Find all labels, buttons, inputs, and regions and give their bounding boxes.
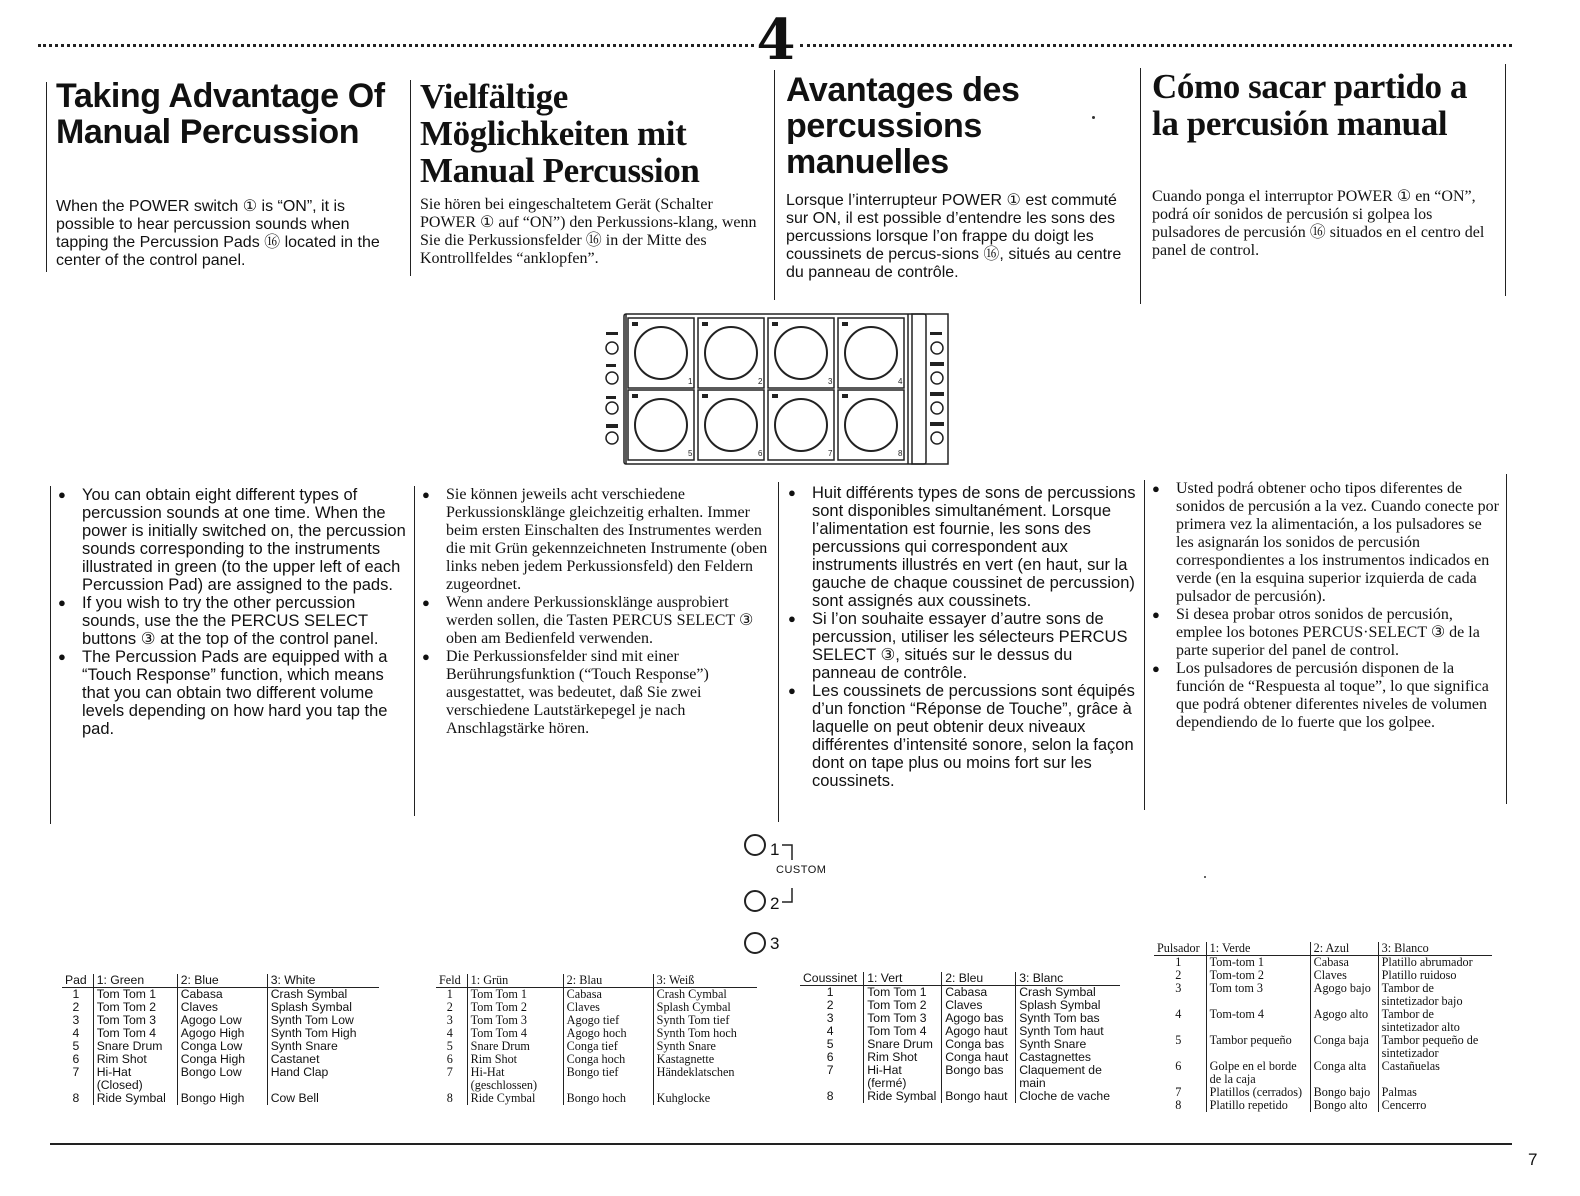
table-header: 3: White [267, 974, 379, 988]
table-cell: Platillos (cerrados) [1206, 1086, 1310, 1099]
german-intro: Sie hören bei eingeschaltetem Gerät (Schalter POWER ① auf “ON”) den Perkussions-klang, wenn Sie die Perkussionsfelder ⑯ in der Mitte des Kontrollfeldes “anklopfen”. [420, 196, 757, 267]
table-cell-number: 8 [446, 1091, 453, 1105]
spanish-bullet-list [1150, 480, 1500, 732]
table-cell: Tom-tom 1 [1206, 956, 1310, 970]
table-cell: Tom Tom 2 [864, 999, 942, 1012]
table-cell: Palmas [1378, 1086, 1492, 1099]
french-title-line-3: manuelles [786, 143, 949, 182]
table-row [1154, 982, 1492, 1008]
bracket-top [782, 844, 794, 860]
table-cell-number: 4 [72, 1026, 80, 1040]
table-row [800, 1090, 1120, 1103]
table-cell: Hi-Hat (Closed) [93, 1066, 177, 1092]
german-percussion-table [436, 974, 757, 1105]
table-cell-number: 5 [72, 1039, 80, 1053]
french-bullet-list [786, 484, 1136, 790]
column-divider [410, 80, 411, 276]
table-cell-number: 7 [1175, 1085, 1182, 1099]
german-section [420, 77, 762, 267]
table-header: 3: Blanco [1378, 942, 1492, 956]
spanish-title [1152, 68, 1494, 142]
table-cell: Golpe en el borde de la caja [1206, 1060, 1310, 1086]
table-cell: Tom Tom 2 [93, 1001, 177, 1014]
table-cell: Tom Tom 3 [93, 1014, 177, 1027]
column-divider [50, 486, 51, 824]
svg-text:1: 1 [688, 377, 693, 386]
svg-text:3: 3 [828, 377, 833, 386]
table-cell: Rim Shot [93, 1053, 177, 1066]
list-item: ● Los pulsadores de percusión disponen de la función de “Respuesta al toque”, lo que significa que podrá obtener diferentes niveles de volumen dependiendo de lo fuerte que los golpee. [1150, 660, 1500, 732]
table-cell: Synth Tom High [267, 1027, 379, 1040]
french-percussion-table [800, 972, 1120, 1103]
english-intro: When the POWER switch ① is “ON”, it is possible to hear percussion sounds when tapping the Percussion Pads ⑯ located in the center of the control panel. [56, 198, 380, 269]
list-item: ● Usted podrá obtener ocho tipos diferentes de sonidos de percusión a la vez. Cuando conecte por primera vez la alimentación, a los pulsadores se les asignarán los sonidos de percusión correspondientes a los instrumentos indicados en verde (en la esquina superior izquierda de cada pulsador de percusión). [1150, 480, 1500, 606]
table-cell-number: 1 [72, 987, 80, 1001]
table-cell-number: 5 [446, 1039, 453, 1053]
print-speck [1092, 116, 1095, 119]
table-cell: Synth Tom tief [653, 1014, 757, 1027]
table-header: 1: Grün [467, 974, 563, 988]
table-cell-number: 2 [72, 1000, 80, 1014]
table-header: 1: Vert [864, 972, 942, 986]
table-cell: Hi-Hat (fermé) [864, 1064, 942, 1090]
table-cell: Conga alta [1310, 1060, 1378, 1086]
table-cell: Bongo hoch [563, 1092, 653, 1105]
table-cell: Cabasa [177, 988, 267, 1002]
column-divider [1140, 68, 1141, 304]
table-cell: Claves [1310, 969, 1378, 982]
table-cell: Synth Snare [1016, 1038, 1120, 1051]
table-cell: Platillo abrumador [1378, 956, 1492, 970]
column-divider [774, 70, 775, 300]
table-cell: Crash Cymbal [653, 988, 757, 1002]
table-header: 2: Blau [563, 974, 653, 988]
table-cell: Splash Symbal [267, 1001, 379, 1014]
print-speck [1204, 876, 1206, 878]
table-cell: Hi-Hat (geschlossen) [467, 1066, 563, 1092]
table-cell-number: 6 [446, 1052, 453, 1066]
german-title-line-1: Vielfältige [420, 77, 568, 116]
column-divider [1505, 64, 1506, 296]
table-cell-number: 4 [826, 1024, 834, 1038]
table-cell: Claves [942, 999, 1016, 1012]
german-title-line-2: Möglichkeiten mit [420, 114, 687, 154]
german-title-line-3: Manual Percussion [420, 151, 700, 191]
table-cell: Agogo bas [942, 1012, 1016, 1025]
french-title-line-1: Avantages des [786, 71, 1020, 109]
table-cell-number: 8 [1175, 1098, 1182, 1112]
table-cell: Tambor de sintetizador alto [1378, 1008, 1492, 1034]
bottom-rule [50, 1143, 1512, 1145]
table-cell: Claves [177, 1001, 267, 1014]
table-cell: Tom Tom 4 [467, 1027, 563, 1040]
custom-button-2 [744, 890, 766, 912]
table-cell: Ride Symbal [864, 1090, 942, 1103]
table-header: 1: Verde [1206, 942, 1310, 956]
table-cell: Tambor de sintetizador bajo [1378, 982, 1492, 1008]
table-cell: Synth Snare [653, 1040, 757, 1053]
svg-text:6: 6 [758, 449, 763, 458]
table-cell: Cencerro [1378, 1099, 1492, 1112]
spanish-title-line-2: la percusión manual [1152, 104, 1448, 144]
table-cell-number: 6 [72, 1052, 80, 1066]
table-cell: Conga baja [1310, 1034, 1378, 1060]
table-row [1154, 956, 1492, 970]
custom-button-3-number: 3 [770, 934, 780, 953]
table-cell: Cabasa [942, 986, 1016, 1000]
table-header: 1: Green [93, 974, 177, 988]
list-item: ● Huit différents types de sons de percussions sont disponibles simultanément. Lorsque l’alimentation est fournie, les sons des percussions qui correspondent aux instruments illustrés en vert (en haut, sur la gauche de chaque coussinet de percussion) sont assignés aux coussinets. [786, 484, 1136, 610]
english-title [56, 78, 398, 150]
table-cell: Ride Cymbal [467, 1092, 563, 1105]
french-section [786, 71, 1128, 281]
table-cell: Claquement de main [1016, 1064, 1120, 1090]
table-cell: Conga tief [563, 1040, 653, 1053]
table-cell: Snare Drum [93, 1040, 177, 1053]
custom-button-2-number: 2 [770, 894, 780, 913]
table-cell: Agogo tief [563, 1014, 653, 1027]
table-cell: Agogo hoch [563, 1027, 653, 1040]
table-row [1154, 1034, 1492, 1060]
table-cell: Synth Tom hoch [653, 1027, 757, 1040]
page-number: 7 [1528, 1150, 1538, 1169]
table-cell: Tom Tom 3 [864, 1012, 942, 1025]
table-cell: Rim Shot [467, 1053, 563, 1066]
top-dotted-rule-left [38, 44, 754, 47]
table-row [62, 1092, 379, 1105]
table-header: Pad [62, 974, 93, 988]
table-cell: Bongo bajo [1310, 1086, 1378, 1099]
table-cell: Bongo Low [177, 1066, 267, 1092]
french-title [786, 72, 1128, 180]
table-cell-number: 3 [1175, 981, 1182, 995]
table-cell: Castagnettes [1016, 1051, 1120, 1064]
column-divider [778, 482, 779, 822]
table-cell: Splash Cymbal [653, 1001, 757, 1014]
table-cell: Synth Tom Low [267, 1014, 379, 1027]
english-bullet-list [56, 486, 406, 738]
column-divider [414, 486, 415, 816]
table-cell: Castanet [267, 1053, 379, 1066]
custom-button-1-number: 1 [770, 840, 780, 859]
table-row [1154, 1060, 1492, 1086]
list-item: ● If you wish to try the other percussion sounds, use the the PERCUS SELECT buttons ③ at the top of the control panel. [56, 594, 406, 648]
table-cell: Tom Tom 1 [864, 986, 942, 1000]
table-row [800, 1064, 1120, 1090]
column-divider [1506, 474, 1507, 804]
table-cell: Hand Clap [267, 1066, 379, 1092]
percussion-pad-panel-illustration [600, 312, 952, 468]
table-cell-number: 7 [72, 1065, 80, 1079]
svg-text:4: 4 [898, 377, 903, 386]
table-cell: Kuhglocke [653, 1092, 757, 1105]
table-cell: Conga haut [942, 1051, 1016, 1064]
list-item: ● Die Perkussionsfelder sind mit einer Berührungsfunktion (“Touch Response”) ausgestattet, was bedeutet, daß Sie zwei verschiedene Lautstärkepegel je nach Anschlagstärke hören. [420, 648, 770, 738]
list-item: ● Sie können jeweils acht verschiedene Perkussionsklänge gleichzeitig erhalten. Immer beim ersten Einschalten des Instrumentes werden die mit Grün gekennzeichneten Instrumente (oben links neben jedem Perkussionsfeld) den Feldern zugeordnet. [420, 486, 770, 594]
spanish-intro: Cuando ponga el interruptor POWER ① en “ON”, podrá oír sonidos de percusión si golpea los pulsadores de percusión ⑯ situados en el centro del panel de control. [1152, 188, 1485, 259]
table-cell: Agogo alto [1310, 1008, 1378, 1034]
spanish-section [1152, 67, 1494, 259]
table-cell-number: 1 [446, 987, 453, 1001]
table-header: Feld [436, 974, 467, 988]
table-cell-number: 2 [446, 1000, 453, 1014]
table-cell: Tom Tom 4 [93, 1027, 177, 1040]
english-percussion-table [62, 974, 379, 1105]
table-header: Pulsador [1154, 942, 1206, 956]
english-section [56, 77, 398, 269]
table-header: 3: Weiß [653, 974, 757, 988]
french-intro: Lorsque l’interrupteur POWER ① est commuté sur ON, il est possible d’entendre les sons des percussions lorsque l’on frappe du doigt les coussinets de percus-sions ⑯, situés au centre du panneau de contrôle. [786, 192, 1122, 281]
table-cell: Cabasa [1310, 956, 1378, 970]
table-cell: Snare Drum [467, 1040, 563, 1053]
table-cell: Bongo bas [942, 1064, 1016, 1090]
table-cell-number: 2 [826, 998, 834, 1012]
column-divider [1144, 480, 1145, 810]
table-row [436, 988, 757, 1002]
table-cell-number: 4 [446, 1026, 453, 1040]
table-cell: Conga High [177, 1053, 267, 1066]
german-title [420, 78, 762, 189]
table-cell-number: 5 [826, 1037, 834, 1051]
table-cell: Tambor pequeño [1206, 1034, 1310, 1060]
svg-text:2: 2 [758, 377, 763, 386]
spanish-title-line-1: Cómo sacar partido a [1152, 67, 1468, 106]
custom-button-3 [744, 932, 766, 954]
table-row [800, 986, 1120, 1000]
table-row [436, 1092, 757, 1105]
english-title-line-2: Manual Percussion [56, 113, 360, 152]
svg-text:5: 5 [688, 449, 693, 458]
table-cell-number: 6 [1175, 1059, 1182, 1073]
table-row [62, 1066, 379, 1092]
table-header: 3: Blanc [1016, 972, 1120, 986]
custom-buttons-illustration [744, 834, 844, 964]
table-cell: Claves [563, 1001, 653, 1014]
svg-text:7: 7 [828, 449, 833, 458]
list-item: ● Les coussinets de percussions sont équipés d’un fonction “Réponse de Touche”, grâce à laquelle on peut obtenir deux niveaux différentes d’intensité sonore, selon la façon dont on tape plus ou moins fort sur les coussinets. [786, 682, 1136, 790]
table-cell: Bongo High [177, 1092, 267, 1105]
table-cell-number: 1 [1175, 955, 1182, 969]
column-divider [46, 82, 47, 272]
table-cell: Tom Tom 1 [93, 988, 177, 1002]
table-row [1154, 1099, 1492, 1112]
table-cell: Bongo haut [942, 1090, 1016, 1103]
table-cell: Tom Tom 1 [467, 988, 563, 1002]
table-cell: Synth Tom bas [1016, 1012, 1120, 1025]
list-item: ● Wenn andere Perkussionsklänge ausprobiert werden sollen, die Tasten PERCUS SELECT ③ oben am Bedienfeld verwenden. [420, 594, 770, 648]
table-header: Coussinet [800, 972, 864, 986]
list-item: ● The Percussion Pads are equipped with a “Touch Response” function, which means that you can obtain two different volume levels depending on how hard you tap the pad. [56, 648, 406, 738]
table-cell-number: 7 [826, 1063, 834, 1077]
table-cell: Cloche de vache [1016, 1090, 1120, 1103]
table-cell-number: 8 [826, 1089, 834, 1103]
english-title-line-1: Taking Advantage Of [56, 77, 385, 115]
table-cell: Synth Snare [267, 1040, 379, 1053]
table-cell-number: 3 [446, 1013, 453, 1027]
table-cell: Händeklatschen [653, 1066, 757, 1092]
table-cell: Bongo alto [1310, 1099, 1378, 1112]
german-bullet-list [420, 486, 770, 738]
table-cell: Agogo bajo [1310, 982, 1378, 1008]
table-cell: Conga bas [942, 1038, 1016, 1051]
table-header: 2: Azul [1310, 942, 1378, 956]
table-header: 2: Bleu [942, 972, 1016, 986]
custom-label: CUSTOM [776, 864, 827, 876]
svg-text:8: 8 [898, 449, 903, 458]
custom-button-1 [744, 834, 766, 856]
table-cell: Tom Tom 2 [467, 1001, 563, 1014]
table-cell: Kastagnette [653, 1053, 757, 1066]
table-cell: Conga hoch [563, 1053, 653, 1066]
table-row [62, 988, 379, 1002]
table-cell-number: 3 [72, 1013, 80, 1027]
table-cell: Synth Tom haut [1016, 1025, 1120, 1038]
table-cell-number: 4 [1175, 1007, 1182, 1021]
table-cell: Tom-tom 2 [1206, 969, 1310, 982]
list-item: ● You can obtain eight different types of percussion sounds at one time. When the power is initially switched on, the percussion sounds corresponding to the instruments illustrated in green (to the upper left of each Percussion Pad) are assigned to the pads. [56, 486, 406, 594]
table-cell: Crash Symbal [267, 988, 379, 1002]
table-cell-number: 3 [826, 1011, 834, 1025]
table-header: 2: Blue [177, 974, 267, 988]
table-cell-number: 6 [826, 1050, 834, 1064]
table-cell: Rim Shot [864, 1051, 942, 1064]
table-cell: Crash Symbal [1016, 986, 1120, 1000]
table-cell: Splash Symbal [1016, 999, 1120, 1012]
table-cell: Tambor pequeño de sintetizador [1378, 1034, 1492, 1060]
table-cell: Bongo tief [563, 1066, 653, 1092]
table-cell: Conga Low [177, 1040, 267, 1053]
table-cell: Agogo haut [942, 1025, 1016, 1038]
table-row [436, 1066, 757, 1092]
table-cell: Castañuelas [1378, 1060, 1492, 1086]
table-cell: Tom Tom 3 [467, 1014, 563, 1027]
french-title-line-2: percussions [786, 107, 982, 146]
table-cell: Snare Drum [864, 1038, 942, 1051]
table-cell-number: 1 [826, 985, 834, 999]
table-cell-number: 8 [72, 1091, 80, 1105]
table-cell: Cow Bell [267, 1092, 379, 1105]
table-cell: Ride Symbal [93, 1092, 177, 1105]
table-cell: Agogo Low [177, 1014, 267, 1027]
top-dotted-rule-right [800, 44, 1512, 47]
table-cell: Tom tom 3 [1206, 982, 1310, 1008]
table-cell: Tom Tom 4 [864, 1025, 942, 1038]
table-cell: Agogo High [177, 1027, 267, 1040]
table-row [1154, 1008, 1492, 1034]
chapter-number: 4 [756, 7, 796, 73]
table-cell: Cabasa [563, 988, 653, 1002]
list-item: ● Si l’on souhaite essayer d’autre sons de percussion, utiliser les sélecteurs PERCUS SELECT ③, situés sur le dessus du panneau de contrôle. [786, 610, 1136, 682]
table-cell: Platillo ruidoso [1378, 969, 1492, 982]
table-cell-number: 2 [1175, 968, 1182, 982]
bracket-bottom [782, 888, 794, 904]
table-cell: Platillo repetido [1206, 1099, 1310, 1112]
table-cell: Tom-tom 4 [1206, 1008, 1310, 1034]
table-cell-number: 5 [1175, 1033, 1182, 1047]
spanish-percussion-table [1154, 942, 1492, 1112]
list-item: ● Si desea probar otros sonidos de percusión, emplee los botones PERCUS·SELECT ③ de la parte superior del panel de control. [1150, 606, 1500, 660]
table-cell-number: 7 [446, 1065, 453, 1079]
